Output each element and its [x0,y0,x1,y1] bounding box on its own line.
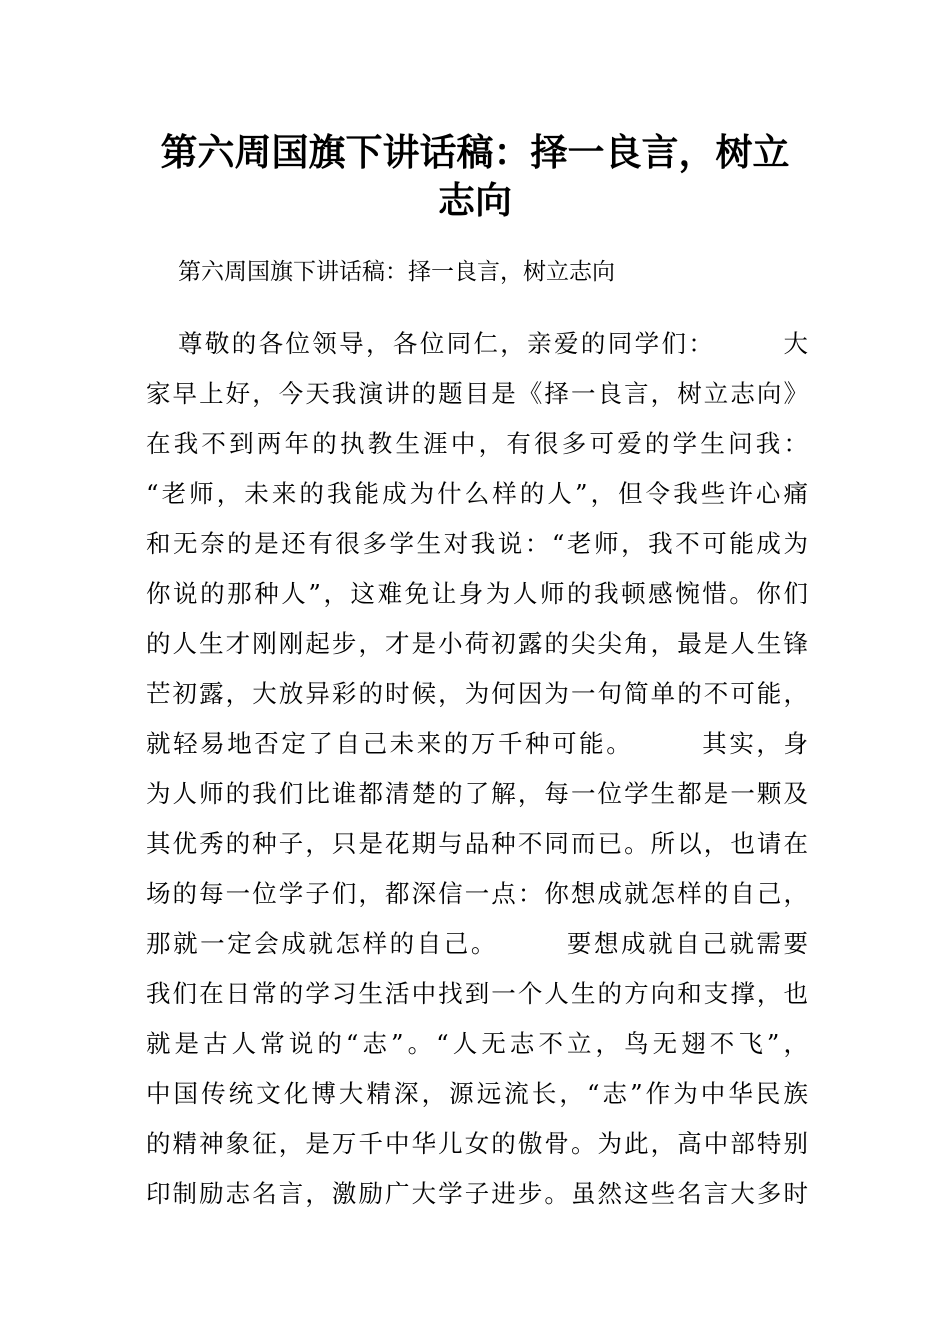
body-line: 场的每一位学子们，都深信一点：你想成就怎样的自己， [146,879,808,908]
body-line: 中国传统文化博大精深，源远流长，“志”作为中华民族 [146,1079,808,1108]
body-line: 芒初露，大放异彩的时候，为何因为一句简单的不可能， [146,679,808,708]
body-line: 在我不到两年的执教生涯中，有很多可爱的学生问我： [146,429,808,458]
body-line: 为人师的我们比谁都清楚的了解，每一位学生都是一颗及 [146,779,808,808]
body-line: 印制励志名言，激励广大学子进步。虽然这些名言大多时 [146,1179,808,1208]
body-line: 和无奈的是还有很多学生对我说：“老师，我不可能成为 [146,529,808,558]
body-line: 我们在日常的学习生活中找到一个人生的方向和支撑，也 [146,979,808,1008]
body-line: 其优秀的种子，只是花期与品种不同而已。所以，也请在 [146,829,808,858]
body-line: 就是古人常说的“志”。“人无志不立，鸟无翅不飞”， [146,1029,808,1058]
body-line: 就轻易地否定了自己未来的万千种可能。 其实，身 [146,729,808,758]
body-line: 那就一定会成就怎样的自己。 要想成就自己就需要 [146,929,808,958]
document-subtitle: 第六周国旗下讲话稿：择一良言，树立志向 [178,259,615,285]
body-line: 家早上好，今天我演讲的题目是《择一良言，树立志向》 [146,379,808,408]
document-title-line-2: 志向 [438,179,512,222]
body-line: “老师，未来的我能成为什么样的人”，但令我些许心痛 [146,479,808,508]
body-line: 尊敬的各位领导，各位同仁，亲爱的同学们： 大 [178,329,808,358]
body-line: 你说的那种人”，这难免让身为人师的我顿感惋惜。你们 [146,579,808,608]
document-title-line-1: 第六周国旗下讲话稿：择一良言，树立 [160,131,790,174]
body-line: 的人生才刚刚起步，才是小荷初露的尖尖角，最是人生锋 [146,629,808,658]
body-line: 的精神象征，是万千中华儿女的傲骨。为此，高中部特别 [146,1129,808,1158]
